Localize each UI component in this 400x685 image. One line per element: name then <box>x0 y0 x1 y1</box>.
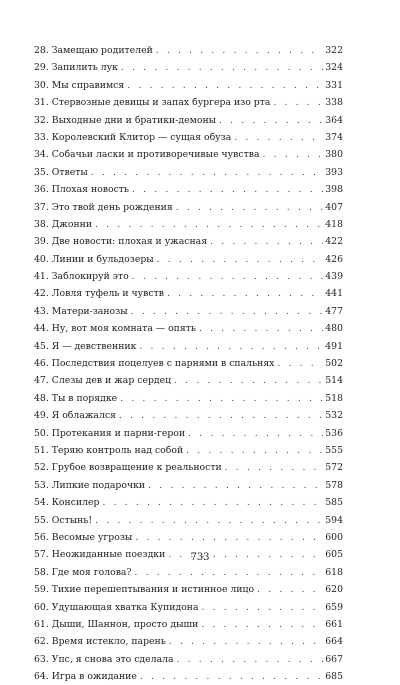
toc-entry-title: 52. Грубое возвращение к реальности <box>34 462 222 474</box>
toc-entry-title: 43. Матери-занозы <box>34 305 128 317</box>
toc-entry-title: 28. Замещаю родителей <box>34 45 153 56</box>
toc-dot-leader <box>121 59 323 76</box>
toc-entry-title: 61. Дыши, Шаннон, просто дыши <box>34 618 199 630</box>
toc-dot-leader <box>199 320 323 337</box>
toc-dot-leader <box>91 164 323 181</box>
toc-entry-title: 29. Запилить лук <box>34 62 118 74</box>
toc-entry-title: 55. Остынь! <box>34 514 93 526</box>
toc-entry <box>34 233 343 250</box>
toc-entry-title: 44. Ну, вот моя комната — опять <box>34 323 196 335</box>
toc-entry <box>34 459 343 476</box>
toc-entry-title: 32. Выходные дни и братики-демоны <box>34 114 217 126</box>
toc-entry-page: 407 <box>325 201 343 213</box>
toc-entry-page: 338 <box>325 97 343 109</box>
toc-entry <box>34 59 343 76</box>
toc-dot-leader <box>157 251 324 268</box>
toc-entry-page: 364 <box>325 114 343 126</box>
page-number: 733 <box>190 552 210 563</box>
toc-entry-page: 514 <box>325 375 343 387</box>
toc-entry-page: 374 <box>325 131 343 143</box>
toc-entry-title: 51. Теряю контроль над собой <box>34 444 184 456</box>
toc-entry-page: 600 <box>325 531 343 543</box>
toc-entry <box>34 564 343 581</box>
toc-entry <box>34 442 343 459</box>
toc-entry-title: 60. Удушающая хватка Купидона <box>34 601 199 613</box>
toc-entry-title: 47. Слезы дев и жар сердец <box>34 375 172 387</box>
toc-entry <box>34 599 343 616</box>
toc-dot-leader <box>134 564 323 581</box>
toc-entry-page: 502 <box>325 358 343 370</box>
toc-entry-title: 59. Тихие перешептывания и истинное лицо <box>34 584 255 596</box>
toc-entry-page: 594 <box>325 514 343 526</box>
toc-entry-page: 441 <box>325 288 343 300</box>
toc-dot-leader <box>156 42 323 59</box>
toc-entry-title: 58. Где моя голова? <box>34 566 132 578</box>
toc-entry-title: 34. Собачьи ласки и противоречивые чувства <box>34 149 260 161</box>
toc-entry-page: 422 <box>325 236 343 248</box>
toc-dot-leader <box>177 651 324 668</box>
toc-entry <box>34 303 343 320</box>
toc-entry-page: 664 <box>325 636 343 648</box>
toc-dot-leader <box>120 390 323 407</box>
toc-dot-leader <box>103 494 324 511</box>
toc-dot-leader <box>167 285 323 302</box>
toc-entry-page: 322 <box>325 45 343 56</box>
toc-entry <box>34 512 343 529</box>
toc-dot-leader <box>95 512 323 529</box>
toc-entry-title: 38. Джонни <box>34 218 93 230</box>
toc-dot-leader <box>139 338 323 355</box>
toc-entry <box>34 355 343 372</box>
toc-entry <box>34 146 343 163</box>
toc-entry-title: 54. Консилер <box>34 497 100 509</box>
toc-entry-page: 380 <box>325 149 343 161</box>
toc-entry-page: 480 <box>325 323 343 335</box>
toc-entry-title: 30. Мы справимся <box>34 79 125 91</box>
toc-dot-leader <box>169 633 323 650</box>
toc-entry-page: 532 <box>325 410 343 422</box>
toc-entry-title: 56. Весомые угрозы <box>34 531 133 543</box>
toc-entry <box>34 285 343 302</box>
toc-entry-page: 618 <box>325 566 343 578</box>
toc-entry <box>34 320 343 337</box>
toc-entry <box>34 372 343 389</box>
toc-entry-page: 620 <box>325 584 343 596</box>
toc-entry-page: 555 <box>325 444 343 456</box>
toc-dot-leader <box>176 199 324 216</box>
toc-dot-leader <box>234 129 323 146</box>
toc-entry-page: 491 <box>325 340 343 352</box>
toc-entry-title: 45. Я — девственник <box>34 340 137 352</box>
toc-entry <box>34 477 343 494</box>
toc-dot-leader <box>273 94 323 111</box>
toc-dot-leader <box>140 668 323 685</box>
toc-entry-title: 57. Неожиданные поездки <box>34 549 166 561</box>
toc-dot-leader <box>257 581 323 598</box>
toc-entry-page: 518 <box>325 392 343 404</box>
toc-entry-title: 41. Заблокируй это <box>34 271 129 283</box>
toc-entry <box>34 425 343 442</box>
toc-entry <box>34 251 343 268</box>
toc-dot-leader <box>201 616 323 633</box>
toc-entry <box>34 268 343 285</box>
toc-entry-page: 685 <box>325 671 343 683</box>
toc-entry <box>34 407 343 424</box>
toc-entry-title: 64. Игра в ожидание <box>34 671 137 683</box>
toc-entry <box>34 77 343 94</box>
toc-entry-title: 46. Последствия поцелуев с парнями в спальнях <box>34 358 275 370</box>
toc-entry-title: 50. Протекания и парни-герои <box>34 427 186 439</box>
toc-entry-page: 418 <box>325 218 343 230</box>
toc-entry-page: 426 <box>325 253 343 265</box>
toc-entry-title: 63. Упс, я снова это сделала <box>34 653 174 665</box>
toc-dot-leader <box>202 599 324 616</box>
toc-entry-title: 37. Это твой день рождения <box>34 201 173 213</box>
toc-entry <box>34 651 343 668</box>
toc-entry-page: 661 <box>325 618 343 630</box>
toc-dot-leader <box>225 459 324 476</box>
toc-entry-title: 42. Ловля туфель и чувств <box>34 288 164 300</box>
toc-entry <box>34 129 343 146</box>
toc-entry <box>34 112 343 129</box>
toc-entry-page: 331 <box>325 79 343 91</box>
toc-dot-leader <box>132 268 324 285</box>
toc-entry <box>34 199 343 216</box>
toc-entry <box>34 42 343 59</box>
toc-dot-leader <box>210 233 323 250</box>
toc-entry <box>34 338 343 355</box>
toc-entry <box>34 390 343 407</box>
toc-dot-leader <box>174 372 323 389</box>
toc-entry <box>34 633 343 650</box>
toc-entry-page: 439 <box>325 271 343 283</box>
toc-dot-leader <box>135 529 323 546</box>
toc-entry-page: 398 <box>325 184 343 196</box>
toc-entry-page: 393 <box>325 166 343 178</box>
toc-entry-title: 35. Ответы <box>34 166 88 178</box>
toc-dot-leader <box>263 146 324 163</box>
toc-entry-title: 31. Стервозные девицы и запах бургера изо рта <box>34 97 271 109</box>
toc-entry <box>34 94 343 111</box>
toc-entry <box>34 494 343 511</box>
toc-entry-title: 48. Ты в порядке <box>34 392 118 404</box>
toc-entry-page: 536 <box>325 427 343 439</box>
toc-entry-page: 572 <box>325 462 343 474</box>
toc-entry-page: 585 <box>325 497 343 509</box>
toc-entry <box>34 181 343 198</box>
toc-entry-page: 667 <box>325 653 343 665</box>
toc-dot-leader <box>277 355 323 372</box>
toc-entry-title: 33. Королевский Клитор — сущая обуза <box>34 131 232 143</box>
toc-entry <box>34 581 343 598</box>
toc-entry-title: 40. Линии и бульдозеры <box>34 253 154 265</box>
toc-entry <box>34 616 343 633</box>
toc-entry <box>34 668 343 685</box>
toc-entry <box>34 529 343 546</box>
toc-entry-title: 62. Время истекло, парень <box>34 636 166 648</box>
toc-dot-leader <box>188 425 323 442</box>
table-of-contents <box>34 42 343 685</box>
toc-entry-page: 324 <box>325 62 343 74</box>
toc-entry-title: 39. Две новости: плохая и ужасная <box>34 236 208 248</box>
toc-entry-page: 605 <box>325 549 343 561</box>
toc-dot-leader <box>131 303 324 320</box>
toc-dot-leader <box>127 77 323 94</box>
toc-entry-title: 36. Плохая новость <box>34 184 129 196</box>
toc-dot-leader <box>219 112 323 129</box>
toc-dot-leader <box>148 477 323 494</box>
toc-entry <box>34 216 343 233</box>
toc-entry-title: 53. Липкие подарочки <box>34 479 146 491</box>
toc-entry-page: 578 <box>325 479 343 491</box>
toc-entry <box>34 164 343 181</box>
toc-entry-title: 49. Я облажался <box>34 410 116 422</box>
toc-dot-leader <box>132 181 323 198</box>
toc-dot-leader <box>119 407 323 424</box>
toc-dot-leader <box>186 442 323 459</box>
toc-entry-page: 659 <box>325 601 343 613</box>
toc-entry-page: 477 <box>325 305 343 317</box>
toc-dot-leader <box>95 216 323 233</box>
